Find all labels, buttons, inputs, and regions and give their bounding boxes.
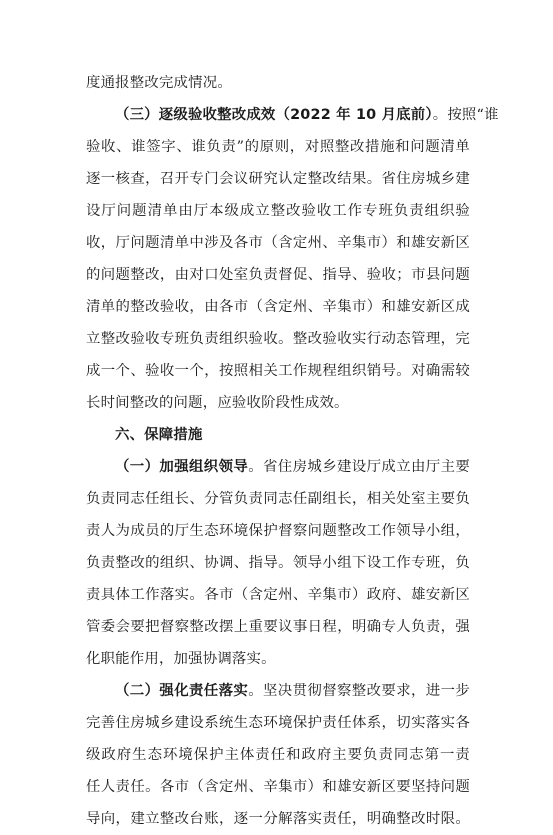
paragraph-one-line: 化职能作用，加强协调落实。 <box>86 651 276 667</box>
paragraph-three-line: 收，厅问题清单中涉及各市（含定州、辛集市）和雄安新区 <box>86 235 470 251</box>
paragraph-continued-line: 度通报整改完成情况。 <box>86 75 232 91</box>
paragraph-three-line: 验收、谁签字、谁负责”的原则，对照整改措施和问题清单 <box>86 139 470 155</box>
paragraph-one-line: 责具体工作落实。各市（含定州、辛集市）政府、雄安新区 <box>86 587 470 603</box>
paragraph-one-line: 负责同志任组长、分管负责同志任副组长，相关处室主要负 <box>86 491 470 507</box>
paragraph-three-line: 设厅问题清单由厅本级成立整改验收工作专班负责组织验 <box>86 203 470 219</box>
section-six-heading: 六、保障措施 <box>115 427 203 443</box>
paragraph-three-line: 逐一核查，召开专门会议研究认定整改结果。省住房城乡建 <box>86 171 470 187</box>
document-body <box>86 67 499 835</box>
paragraph-three-line: 立整改验收专班负责组织验收。整改验收实行动态管理，完 <box>86 331 470 347</box>
paragraph-one-line: 负责整改的组织、协调、指导。领导小组下设工作专班，负 <box>86 555 470 571</box>
paragraph-two-first-line <box>86 675 470 707</box>
paragraph-three-first-rest: 。按照“谁 <box>432 107 499 123</box>
paragraph-one-line: 责人为成员的厅生态环境保护督察问题整改工作领导小组， <box>86 523 470 539</box>
paragraph-three-line: 清单的整改验收，由各市（含定州、辛集市）和雄安新区成 <box>86 299 470 315</box>
paragraph-one-first-rest: 。省住房城乡建设厅成立由厅主要 <box>248 459 470 475</box>
paragraph-three-line: 的问题整改，由对口处室负责督促、指导、验收；市县问题 <box>86 267 470 283</box>
paragraph-two-first-rest: 。坚决贯彻督察整改要求，进一步 <box>248 683 470 699</box>
paragraph-one-first-line <box>86 451 470 483</box>
paragraph-two-line: 任人责任。各市（含定州、辛集市）和雄安新区要坚持问题 <box>86 779 470 795</box>
paragraph-two-line: 级政府生态环境保护主体责任和政府主要负责同志第一责 <box>86 747 470 763</box>
paragraph-one-lead: （一）加强组织领导 <box>115 459 249 475</box>
paragraph-two-line: 导向，建立整改台账，逐一分解落实责任，明确整改时限。 <box>86 811 470 827</box>
paragraph-two-lead: （二）强化责任落实 <box>115 683 249 699</box>
paragraph-three-lead: （三）逐级验收整改成效（2022 年 10 月底前） <box>115 107 433 123</box>
paragraph-two-line: 完善住房城乡建设系统生态环境保护责任体系，切实落实各 <box>86 715 470 731</box>
paragraph-three-first-line <box>86 99 499 131</box>
paragraph-one-line: 管委会要把督察整改摆上重要议事日程，明确专人负责，强 <box>86 619 470 635</box>
paragraph-three-line: 成一个、验收一个，按照相关工作规程组织销号。对确需较 <box>86 363 470 379</box>
paragraph-three-line: 长时间整改的问题，应验收阶段性成效。 <box>86 395 349 411</box>
